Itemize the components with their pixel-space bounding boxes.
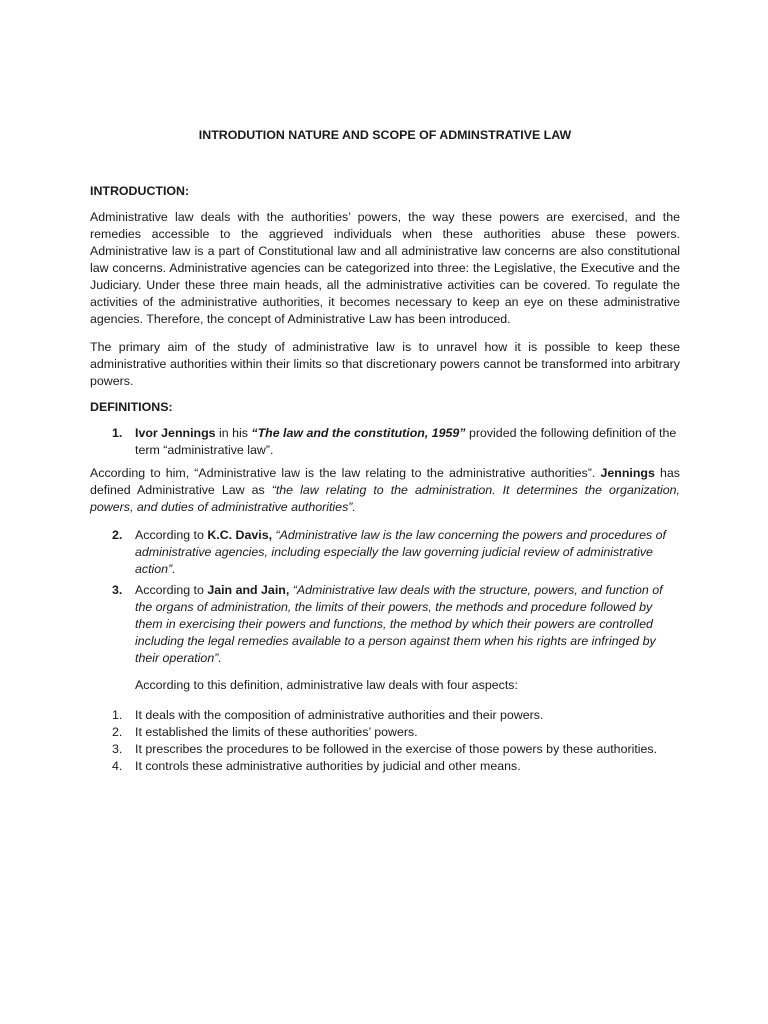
list-number: 3. [112,742,123,756]
list-number: 1. [112,426,123,440]
jain-name: Jain and Jain, [207,583,290,597]
definition-text: According to [135,528,208,542]
document-title: INTRODUTION NATURE AND SCOPE OF ADMINSTRATIVE LAW [198,128,572,142]
jennings-paragraph [90,465,680,516]
definition-text: in his [215,426,252,440]
definitions-list-part-2 [90,527,680,667]
aspect-text: It deals with the composition of administrative authorities and their powers. [135,708,544,722]
jennings-text-b: has defined Administrative Law as [90,466,681,497]
definition-text: According to [135,583,208,597]
jennings-quote: “the law relating to the administration. It determines the organization, powers, and duties of administrative authorities”. [90,483,680,514]
aspects-intro: According to this definition, administrative law deals with four aspects: [135,678,518,692]
definitions-list-part-1 [90,425,680,459]
definitions-heading: DEFINITIONS: [90,400,173,414]
definition-text: provided the following definition of the term “administrative law”. [135,426,677,457]
introduction-heading: INTRODUCTION: [90,184,190,198]
aspect-text: It controls these administrative authorities by judicial and other means. [135,759,521,773]
book-title: “The law and the constitution, 1959” [251,426,466,440]
jain-quote: “Administrative law deals with the structure, powers, and function of the organs of administration, the limits of their powers, the methods and procedure followed by them in exercising their powers and functions, the method by which their powers are controlled including the legal remedies available to a person against them when his rights are infringed by their operation”. [135,583,663,665]
list-item [90,707,680,724]
definition-item-jennings [90,425,680,459]
jennings-text-a: According to him, “Administrative law is the law relating to the administrative authorities”. [90,466,601,480]
aspects-list [90,707,680,775]
list-number: 2. [112,725,123,739]
list-number: 3. [112,583,123,597]
jennings-name: Ivor Jennings [135,426,216,440]
list-item [90,758,680,775]
davis-name: K.C. Davis, [207,528,273,542]
list-number: 2. [112,528,123,542]
introduction-paragraph-2: The primary aim of the study of administrative law is to unravel how it is possible to keep these administrative authorities within their limits so that discretionary powers cannot be transformed into arbitrary powers. [90,340,680,388]
list-number: 4. [112,759,123,773]
introduction-paragraph-1: Administrative law deals with the authorities’ powers, the way these powers are exercised, and the remedies accessible to the aggrieved individuals when these authorities abuse these powers. Administrative law is a part of Constitutional law and all administrative law concerns are also constitutional law concerns. Administrative agencies can be categorized into three: the Legislative, the Executive and the Judiciary. Under these three main heads, all the administrative activities can be covered. To regulate the activities of the administrative authorities, it becomes necessary to keep an eye on these administrative agencies. Therefore, the concept of Administrative Law has been introduced. [90,210,680,326]
list-item [90,741,680,758]
document-body [90,127,680,775]
aspect-text: It prescribes the procedures to be followed in the exercise of those powers by these authorities. [135,742,658,756]
aspect-text: It established the limits of these authorities’ powers. [135,725,418,739]
list-item [90,724,680,741]
definition-item-davis [90,527,680,578]
list-number: 1. [112,708,123,722]
davis-quote: “Administrative law is the law concerning the powers and procedures of administrative agencies, including especially the law governing judicial review of administrative action”. [135,528,667,576]
jennings-bold-name: Jennings [600,466,655,480]
definition-item-jain [90,582,680,667]
